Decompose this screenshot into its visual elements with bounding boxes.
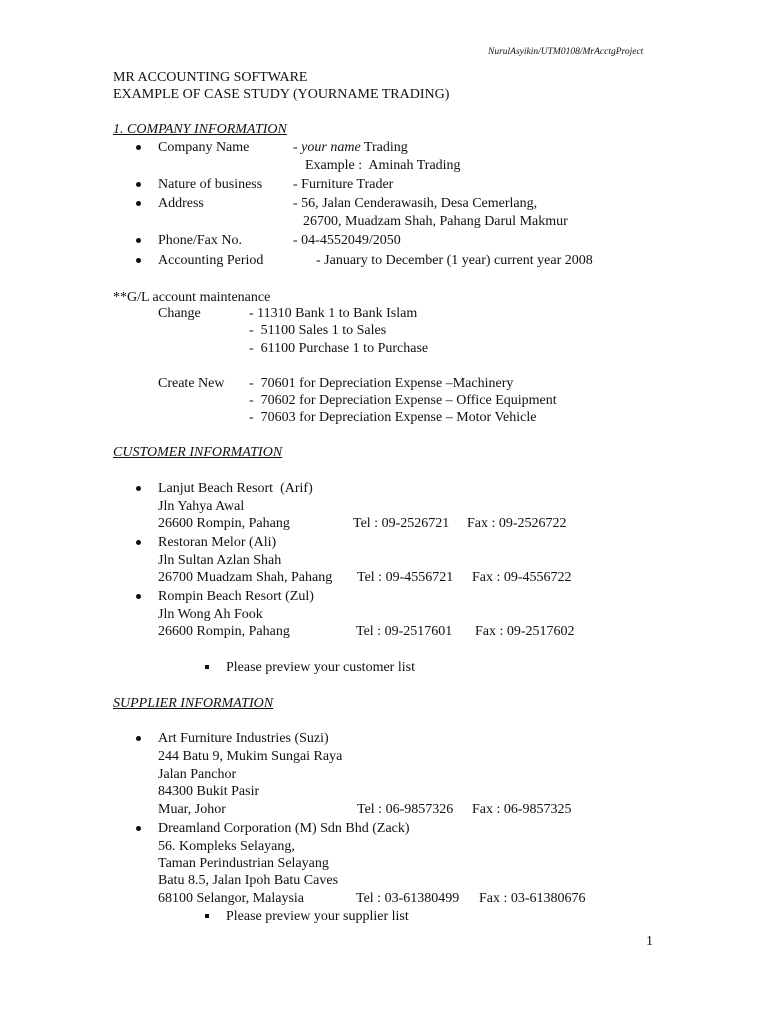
gl-change-label: Change [158,306,201,321]
company-name-dash: - [293,140,302,155]
company-heading: 1. COMPANY INFORMATION [113,122,287,137]
bullet-icon [136,238,141,243]
supplier-address-line: Batu 8.5, Jalan Ipoh Batu Caves [158,873,339,888]
customer-tel: Tel : 09-4556721 [357,570,454,585]
supplier-address-line: 56. Kompleks Selayang, [158,839,295,854]
document-subtitle: EXAMPLE OF CASE STUDY (YOURNAME TRADING) [113,87,450,102]
bullet-icon [136,540,141,545]
customer-street: Jln Yahya Awal [158,499,245,514]
gl-change-item: - 51100 Sales 1 to Sales [249,323,387,338]
phone-label: Phone/Fax No. [158,233,242,248]
period-label: Accounting Period [158,253,264,268]
bullet-icon [136,486,141,491]
supplier-address-line: 244 Batu 9, Mukim Sungai Raya [158,749,343,764]
supplier-fax: Fax : 06-9857325 [472,802,572,817]
customer-fax: Fax : 09-2526722 [467,516,567,531]
supplier-address-line: Jalan Panchor [158,767,237,782]
gl-create-item: - 70601 for Depreciation Expense –Machinery [249,376,514,391]
supplier-fax: Fax : 03-61380676 [479,891,586,906]
customer-tel: Tel : 09-2526721 [353,516,450,531]
supplier-heading: SUPPLIER INFORMATION [113,696,274,711]
nature-value: - Furniture Trader [293,177,394,192]
gl-heading: **G/L account maintenance [113,290,271,305]
customer-heading: CUSTOMER INFORMATION [113,445,283,460]
page-header: NurulAsyikin/UTM0108/MrAcctgProject [488,47,644,57]
square-bullet-icon [205,665,209,669]
customer-city: 26600 Rompin, Pahang [158,516,290,531]
supplier-tel: Tel : 06-9857326 [357,802,454,817]
bullet-icon [136,258,141,263]
bullet-icon [136,826,141,831]
supplier-name: Art Furniture Industries (Suzi) [158,731,329,746]
gl-create-label: Create New [158,376,225,391]
supplier-note: Please preview your supplier list [226,909,409,924]
supplier-address-line: 68100 Selangor, Malaysia [158,891,305,906]
gl-change-item: - 61100 Purchase 1 to Purchase [249,341,429,356]
company-name-label: Company Name [158,140,250,155]
bullet-icon [136,145,141,150]
address-line-1: - 56, Jalan Cenderawasih, Desa Cemerlang, [293,196,538,211]
company-name-value [293,139,408,156]
supplier-address-line: 84300 Bukit Pasir [158,784,260,799]
customer-fax: Fax : 09-2517602 [475,624,575,639]
customer-note: Please preview your customer list [226,660,415,675]
page-number: 1 [646,934,653,949]
bullet-icon [136,594,141,599]
bullet-icon [136,182,141,187]
company-name-placeholder: your name [301,140,361,155]
supplier-address-line: Taman Perindustrian Selayang [158,856,329,871]
customer-street: Jln Wong Ah Fook [158,607,263,622]
customer-tel: Tel : 09-2517601 [356,624,453,639]
gl-change-item: - 11310 Bank 1 to Bank Islam [249,306,418,321]
document-title: MR ACCOUNTING SOFTWARE [113,70,308,85]
address-label: Address [158,196,204,211]
customer-fax: Fax : 09-4556722 [472,570,572,585]
customer-name: Restoran Melor (Ali) [158,535,277,550]
supplier-name: Dreamland Corporation (M) Sdn Bhd (Zack) [158,821,410,836]
customer-city: 26600 Rompin, Pahang [158,624,290,639]
phone-value: - 04-4552049/2050 [293,233,401,248]
bullet-icon [136,736,141,741]
customer-name: Lanjut Beach Resort (Arif) [158,481,313,496]
gl-create-item: - 70603 for Depreciation Expense – Motor Vehicle [249,410,537,425]
bullet-icon [136,201,141,206]
company-name-example: Example : Aminah Trading [305,158,461,173]
supplier-tel: Tel : 03-61380499 [356,891,460,906]
period-value: - January to December (1 year) current year 2008 [316,253,593,268]
gl-create-item: - 70602 for Depreciation Expense – Office Equipment [249,393,557,408]
company-name-suffix: Trading [360,140,408,155]
supplier-address-line: Muar, Johor [158,802,226,817]
square-bullet-icon [205,914,209,918]
nature-label: Nature of business [158,177,263,192]
customer-city: 26700 Muadzam Shah, Pahang [158,570,333,585]
address-line-2: 26700, Muadzam Shah, Pahang Darul Makmur [303,214,568,229]
customer-name: Rompin Beach Resort (Zul) [158,589,314,604]
customer-street: Jln Sultan Azlan Shah [158,553,282,568]
